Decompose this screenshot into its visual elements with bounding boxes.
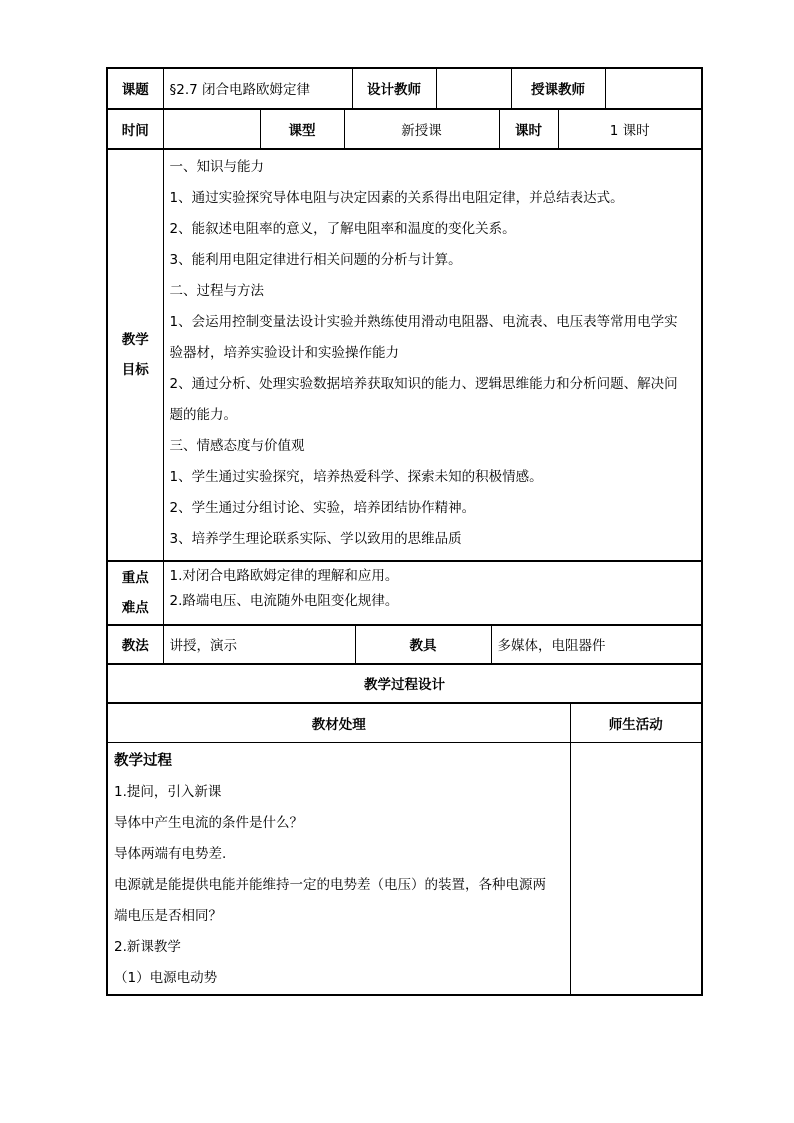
material-content: [107, 742, 570, 995]
keypoints-label-line-2: 难点: [121, 599, 149, 616]
process-line: 导体中产生电流的条件是什么？: [114, 814, 303, 831]
time-label: 时间: [107, 109, 163, 148]
process-table: [106, 703, 703, 996]
time-value: [163, 109, 260, 148]
goals-line: 2、能叙述电阻率的意义，了解电阻率和温度的变化关系。: [169, 220, 516, 237]
subject-label: 课题: [107, 68, 163, 108]
process-line: 电源就是能提供电能并能维持一定的电势差（电压）的装置，各种电源两: [114, 876, 546, 893]
keypoint-line: 1.对闭合电路欧姆定律的理解和应用。: [169, 567, 399, 584]
tools-value: 多媒体，电阻器件: [491, 625, 702, 663]
process-line: 导体两端有电势差.: [114, 845, 227, 862]
keypoints-label: [107, 561, 163, 624]
hours-value: 1 课时: [558, 109, 702, 148]
material-column-header: 教材处理: [107, 703, 570, 742]
goals-line: 2、通过分析、处理实验数据培养获取知识的能力、逻辑思维能力和分析问题、解决问: [169, 375, 678, 392]
goals-line: 二、过程与方法: [169, 282, 264, 299]
designer-value: [436, 68, 511, 108]
keypoints-label-line-1: 重点: [121, 569, 149, 586]
goals-line: 1、学生通过实验探究，培养热爱科学、探索未知的积极情感。: [169, 468, 543, 485]
keypoints-content: [163, 561, 702, 624]
goals-line: 3、培养学生理论联系实际、学以致用的思维品质: [169, 530, 462, 547]
lesson-info-table: [106, 67, 703, 109]
goals-line: 2、学生通过分组讨论、实验，培养团结协作精神。: [169, 499, 476, 516]
goals-line: 1、会运用控制变量法设计实验并熟练使用滑动电阻器、电流表、电压表等常用电学实: [169, 313, 678, 330]
goals-label-line-1: 教学: [121, 331, 149, 348]
goals-label-line-2: 目标: [121, 361, 149, 378]
process-section-title: 教学过程设计: [107, 664, 702, 702]
goals-content: [163, 149, 702, 560]
goals-line: 三、情感态度与价值观: [169, 437, 305, 454]
process-line: 端电压是否相同？: [114, 907, 222, 924]
lesson-meta-table: [106, 109, 703, 149]
keypoint-line: 2.路端电压、电流随外电阻变化规律。: [169, 592, 399, 609]
methods-table: [106, 625, 703, 664]
process-title: 教学过程: [114, 752, 172, 769]
method-label: 教法: [107, 625, 163, 663]
goals-line: 3、能利用电阻定律进行相关问题的分析与计算。: [169, 251, 462, 268]
activity-column-header: 师生活动: [570, 703, 702, 742]
goals-line: 验器材，培养实验设计和实验操作能力: [169, 344, 399, 361]
key-points-table: [106, 561, 703, 625]
tools-label: 教具: [355, 625, 491, 663]
process-line: 2.新课教学: [114, 938, 181, 955]
teaching-goals-table: [106, 149, 703, 561]
goals-line: 题的能力。: [169, 406, 237, 423]
goals-line: 1、通过实验探究导体电阻与决定因素的关系得出电阻定律，并总结表达式。: [169, 189, 624, 206]
goals-label: [107, 149, 163, 560]
goals-line: 一、知识与能力: [169, 158, 264, 175]
activity-content: [570, 742, 702, 995]
process-line: 1.提问，引入新课: [114, 783, 222, 800]
method-value: 讲授，演示: [163, 625, 355, 663]
type-label: 课型: [260, 109, 344, 148]
hours-label: 课时: [499, 109, 558, 148]
designer-label: 设计教师: [352, 68, 436, 108]
teacher-label: 授课教师: [511, 68, 605, 108]
type-value: 新授课: [344, 109, 499, 148]
process-line: （1）电源电动势: [114, 969, 218, 986]
subject-value: §2.7 闭合电路欧姆定律: [163, 68, 352, 108]
teacher-value: [605, 68, 702, 108]
lesson-plan-document: [106, 67, 701, 996]
process-title-table: [106, 664, 703, 703]
